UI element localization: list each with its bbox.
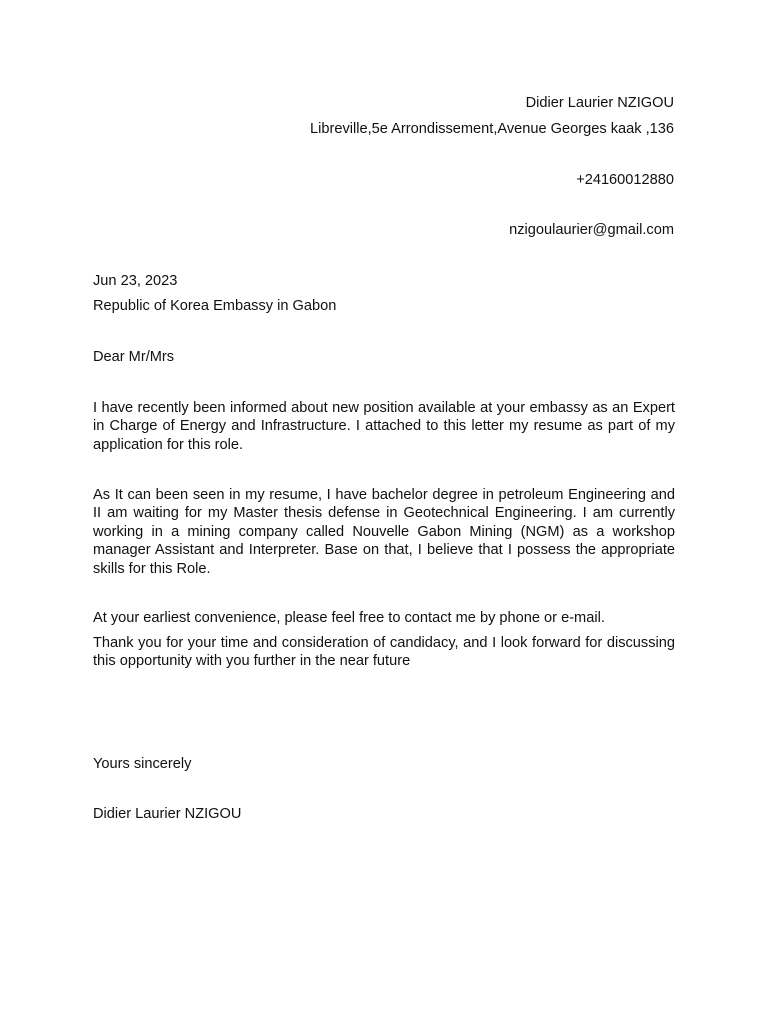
salutation: Dear Mr/Mrs (93, 349, 175, 365)
recipient-line: Republic of Korea Embassy in Gabon (93, 298, 337, 314)
body-paragraph-2: As It can been seen in my resume, I have bachelor degree in petroleum Engineering and II am waiting for my Master thesis defense in Geotechnical Engineering. I am currently working in a mining company called Nouvelle Gabon Mining (NGM) as a workshop manager Assistant and Interpreter. Base on that, I believe that I possess the appropriate skills for this Role. (93, 487, 675, 577)
sender-name: Didier Laurier NZIGOU (525, 95, 674, 111)
sender-phone: +24160012880 (576, 172, 674, 188)
body-paragraph-1: I have recently been informed about new position available at your embassy as an Expert in Charge of Energy and Infrastructure. I attached to this letter my resume as part of my application for this role. (93, 400, 675, 453)
sender-email: nzigoulaurier@gmail.com (509, 222, 674, 238)
body-paragraph-3: At your earliest convenience, please feel free to contact me by phone or e-mail. (93, 610, 605, 626)
letter-date: Jun 23, 2023 (93, 273, 178, 289)
closing: Yours sincerely (93, 756, 192, 772)
sender-address: Libreville,5e Arrondissement,Avenue Georges kaak ,136 (310, 121, 674, 137)
signature-name: Didier Laurier NZIGOU (93, 806, 242, 822)
body-paragraph-4: Thank you for your time and consideration of candidacy, and I look forward for discussing this opportunity with you further in the near future (93, 635, 675, 670)
